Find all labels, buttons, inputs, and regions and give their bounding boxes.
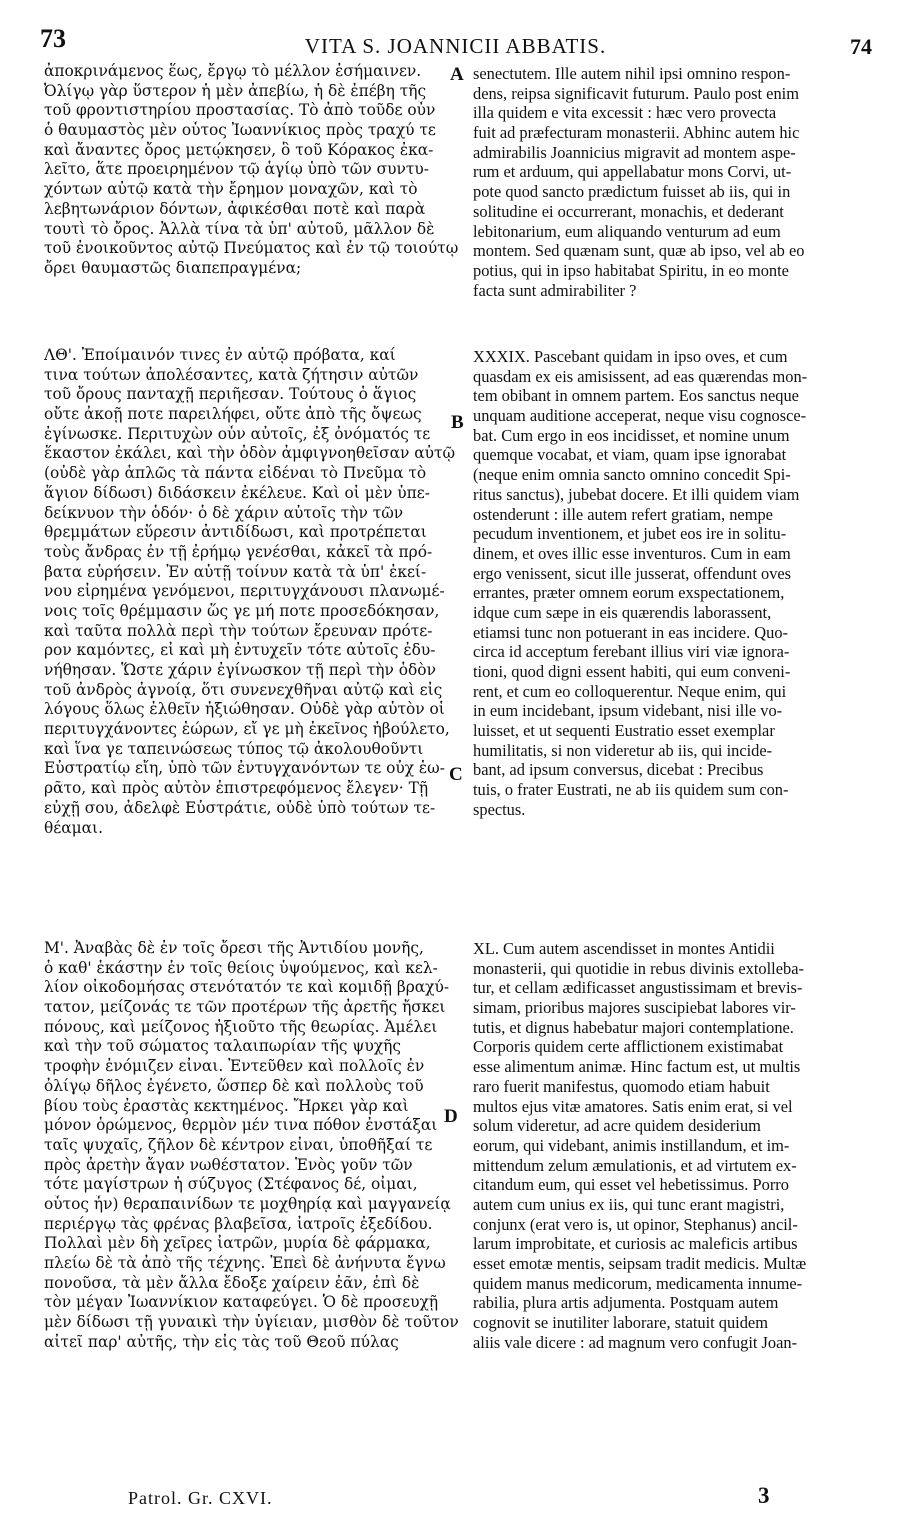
latin-paragraph-1: [473, 64, 879, 300]
text-line: ἐγίνωσκε. Περιτυχὼν οὖν αὐτοῖς, ἐξ ὀνόματός τε: [44, 424, 431, 443]
text-line: tioni, quod digni essent habiti, qui eum conveni-: [473, 662, 791, 681]
text-line: luisset, et ut sequenti Eustratio esset exemplar: [473, 721, 775, 741]
text-line: lebitonarium, eum aliquando venturum ad eum: [473, 221, 781, 241]
text-line: εὐχῇ σου, ἀδελφὲ Εὐστράτιε, οὐδὲ ὑπὸ τούτων τε-: [44, 798, 436, 817]
text-line: esset emotæ mentis, seipsam tradit medicis. Multæ: [473, 1254, 807, 1273]
text-line: esse alimentum animæ. Hinc factum est, ut multis: [473, 1057, 801, 1077]
latin-paragraph-3: [473, 939, 879, 1352]
text-line: περιτυγχάνοντες ἑώρων, εἴ γε μὴ ἐκεῖνος ἠβούλετο,: [44, 720, 450, 739]
text-line: fuit ad præfecturam monasterii. Abhinc autem hic: [473, 123, 800, 143]
text-line: eorum, qui videbant, animis instillandum, et im-: [473, 1135, 790, 1155]
text-line: θρεμμάτων εὕρεσιν ἀντιδίδωσι, καὶ προτρέπεται: [44, 523, 427, 542]
text-line: citandum eum, qui esset vel hebetissimus. Porro: [473, 1175, 789, 1195]
running-title: VITA S. JOANNICII ABBATIS.: [304, 34, 607, 58]
text-line: τὸν μέγαν Ἰωαννίκιον καταφεύγει. Ὁ δὲ προσευχῇ: [44, 1293, 439, 1312]
text-line: λεβητωνάριον δόντων, ἀφικέσθαι ποτὲ καὶ παρὰ: [44, 199, 426, 218]
text-line: ὄρει θαυμαστῶς διαπεπραγμένα;: [44, 258, 302, 277]
text-line: errantes, præter omnem eorum exspectationem,: [473, 583, 785, 603]
text-line: humilitatis, si non videretur ab iis, qui incide-: [473, 740, 773, 760]
text-line: solitudine ei occurrerant, monachis, et dederant: [473, 201, 784, 221]
text-line: βίου τοὺς ἐραστὰς κεκτημένος. Ἤρκει γὰρ καὶ: [44, 1096, 409, 1115]
text-line: τινα τούτων ἀπολέσαντες, κατὰ ζήτησιν αὐτῶν: [44, 365, 419, 384]
text-line: etiamsi tunc non potuerant in eas incidere. Quo-: [473, 622, 788, 642]
text-line: τοῦ ἀνδρὸς ἀγνοίᾳ, ὅτι συνενεχθῆναι αὐτῷ καὶ εἰς: [44, 680, 443, 699]
text-line: unquam auditione acceperat, neque visu cognosce-: [473, 406, 807, 426]
text-line: καὶ ταῦτα πολλὰ περὶ τὴν τούτων ἔρευναν πρότε-: [44, 621, 433, 640]
text-line: λεῖτο, ἅτε προειρημένον τῷ ἁγίῳ ὑπὸ τῶν συντυ-: [44, 160, 429, 179]
text-line: τοῦ φροντιστηρίου προστασίας. Τὸ ἀπὸ τοῦδε οὖν: [44, 101, 436, 120]
column-marker-b: B: [451, 412, 464, 433]
text-line: simam, prioribus majores suscipiebat labores vir-: [473, 998, 796, 1018]
footer-series: Patrol. Gr. CXVI.: [128, 1488, 273, 1508]
column-marker-c: C: [449, 764, 463, 785]
text-line: λίον οἰκοδομήσας στενότατόν τε καὶ κομιδῇ βραχύ-: [44, 978, 450, 997]
text-line: monasterii, qui quotidie in rebus divinis extolleba-: [473, 958, 804, 978]
text-line: καὶ ἄναντες ὄρος μετῴκησεν, ὃ τοῦ Κόρακος ἐκα-: [44, 140, 434, 159]
text-line: πόνους, καὶ μείζονος ἠξιοῦτο τῆς θεωρίας. Ἀμέλει: [44, 1017, 438, 1036]
text-line: pote quod sancto prædictum fuisset ab iis, qui in: [473, 182, 791, 202]
text-line: montem. Sed quænam sunt, quæ ab ipso, vel ab eo: [473, 241, 805, 261]
text-line: (neque enim omnia sancto omnino concedit Spi-: [473, 465, 791, 485]
text-line: bat. Cum ergo in eos incidisset, et nomine unum: [473, 425, 790, 445]
text-line: rabilia, plura artis adjumenta. Postquam autem: [473, 1293, 779, 1313]
text-line: πρὸς ἀρετὴν ἄγαν νωθέστατον. Ἑνὸς γοῦν τῶν: [44, 1155, 413, 1174]
text-line: τατον, μείζονάς τε τῶν προτέρων τῆς ἀρετῆς ἤσκει: [44, 998, 446, 1017]
text-line: larum improbitate, et curiosis ac maleficis artibus: [473, 1234, 798, 1254]
text-line: Μ'. Ἀναβὰς δὲ ἐν τοῖς ὄρεσι τῆς Ἀντιδίου μονῆς,: [44, 939, 424, 957]
page-number-right: 74: [850, 34, 872, 59]
text-line: (οὐδὲ γὰρ ἁπλῶς τὰ πάντα εἰδέναι τὸ Πνεῦμα τὸ: [44, 464, 427, 483]
text-line: tutis, et dignus habebatur majori contemplatione.: [473, 1017, 794, 1037]
text-line: ἕκαστον ἐκάλει, καὶ τὴν ὁδὸν ἀμφιγνοηθεῖσαν αὐτῷ: [44, 444, 456, 463]
text-line: ΛΘ'. Ἐποίμαινόν τινες ἐν αὐτῷ πρόβατα, καί: [44, 346, 396, 364]
text-line: bant, ad ipsum conversus, dicebat : Precibus: [473, 760, 764, 780]
text-line: ὁ θαυμαστὸς μὲν οὗτος Ἰωαννίκιος πρὸς τραχύ τε: [44, 121, 436, 140]
signature-mark: 3: [758, 1483, 770, 1508]
text-line: solum videretur, ad acre quidem desiderium: [473, 1116, 761, 1136]
text-line: μὲν δίδωσι τῇ γυναικὶ τὴν ὑγίειαν, μισθὸν δὲ τοῦτον: [44, 1313, 459, 1332]
text-line: quidem manus medicorum, medicamenta innume-: [473, 1273, 803, 1293]
greek-paragraph-1: [44, 62, 464, 279]
text-line: τότε μαγίστρων ἡ σύζυγος (Στέφανος δέ, οἶμαι,: [44, 1175, 418, 1194]
text-line: πλείω δὲ τὰ ἀπὸ τῆς τέχνης. Ἐπεὶ δὲ ἀνήνυτα ἔγνω: [44, 1254, 446, 1272]
text-line: circa id acceptum ferebant illius viri viæ ignora-: [473, 642, 790, 662]
text-line: καὶ τὴν τοῦ σώματος ταλαιπωρίαν τῆς ψυχῆς: [44, 1037, 402, 1056]
text-line: ρον καμόντες, εἰ καὶ μὴ ἐντυχεῖν τότε αὐτοῖς ἐδυ-: [44, 641, 436, 660]
text-line: ρᾶτο, καὶ πρὸς αὐτὸν ἐπιστρεφόμενος ἔλεγεν· Τῇ: [44, 779, 429, 798]
text-line: δείκνυον τὴν ὁδόν· ὁ δὲ χάριν αὐτοῖς τὴν τῶν: [44, 503, 404, 522]
text-line: ὁ καθ' ἑκάστην ἐν τοῖς θείοις ὑψούμενος, καὶ κελ-: [44, 958, 438, 977]
text-line: ritus sanctus), jubebat docere. Et illi quidem viam: [473, 484, 800, 504]
text-line: μόνον ὁρώμενος, θερμὸν μέν τινα πόθον ἐνστάξαι: [44, 1116, 438, 1135]
text-line: αἰτεῖ παρ' αὐτῆς, τὴν εἰς τὰς τοῦ Θεοῦ πύλας: [44, 1332, 399, 1351]
text-line: rent, et cum eo colloquerentur. Neque enim, qui: [473, 681, 787, 701]
latin-paragraph-2: [473, 347, 879, 820]
text-line: τοὺς ἄνδρας ἐν τῇ ἐρήμῳ γενέσθαι, κἀκεῖ τὰ πρό-: [44, 542, 433, 561]
text-line: θέαμαι.: [44, 818, 103, 837]
text-line: cognovit se inutiliter laborare, statuit quidem: [473, 1313, 768, 1333]
text-line: τουτὶ τὸ ὄρος. Ἀλλὰ τίνα τὰ ὑπ' αὐτοῦ, μᾶλλον δὲ: [44, 219, 435, 238]
greek-paragraph-2: [44, 346, 464, 838]
text-line: περιέργῳ τὰς φρένας βλαβεῖσα, ἰατροῖς ἐξεδίδου.: [44, 1214, 433, 1233]
text-line: Corporis quidem certe afflictionem existimabat: [473, 1037, 784, 1057]
text-line: βατα εὑρήσειν. Ἐν αὐτῇ τοίνυν κατὰ τὰ ὑπ' ἐκεί-: [44, 562, 427, 581]
text-line: idque cum sæpe in eis quærendis laborassent,: [473, 602, 772, 622]
text-line: ὀλίγῳ δῆλος ἐγένετο, ὥσπερ δὲ καὶ πολλοὺς τοῦ: [44, 1076, 424, 1095]
text-line: in eum incidebant, ipsum videbant, nisi ille vo-: [473, 701, 783, 721]
text-line: πονοῦσα, τὰ μὲν ἄλλα ἔδοξε χαίρειν ἐᾶν, ἐπὶ δὲ: [44, 1273, 420, 1292]
page-number-left: 73: [40, 24, 66, 53]
text-line: νοις τοῖς θρέμμασιν ὥς γε μή ποτε προσεδόκησαν,: [44, 601, 440, 620]
text-line: rum et arduum, qui appellabatur mons Corvi, ut-: [473, 162, 792, 182]
text-line: tem obibant in omnem partem. Eos sanctus neque: [473, 386, 799, 406]
text-line: ἅγιον δίδωσι) διδάσκειν ἐκέλευε. Καὶ οἱ μὲν ὑπε-: [44, 483, 430, 502]
text-line: potius, qui in ipso habitabat Spiritu, in eo monte: [473, 260, 789, 280]
text-line: τοῦ ἐνοικοῦντος αὐτῷ Πνεύματος καὶ ἐν τῷ τοιούτῳ: [44, 239, 459, 258]
text-line: Εὐστρατίῳ εἴη, ὑπὸ τῶν ἐντυγχανόντων τε οὐχ ἑω-: [44, 759, 445, 778]
text-line: XXXIX. Pascebant quidam in ipso oves, et cum: [473, 347, 788, 366]
column-marker-d: D: [444, 1106, 458, 1127]
text-line: λόγους ὅλως ἐλθεῖν ἠξιώθησαν. Οὐδὲ γὰρ αὐτὸν οἱ: [44, 700, 445, 719]
text-line: dens, reipsa significavit futurum. Paulo post enim: [473, 83, 799, 103]
text-line: τροφὴν ἐνόμιζεν εἶναι. Ἐντεῦθεν καὶ πολλοῖς ἐν: [44, 1057, 425, 1076]
text-line: raro fuerit manifestus, quomodo etiam habuit: [473, 1076, 770, 1096]
text-line: conjunx (erat vero is, ut opinor, Stephanus) ancil-: [473, 1214, 798, 1234]
text-line: νήθησαν. Ὥστε χάριν ἐγίνωσκον τῇ περὶ τὴν ὁδὸν: [44, 661, 436, 679]
text-line: aliis vale dicere : ad magnum vero confugit Joan-: [473, 1332, 798, 1352]
text-line: illa quidem e vita excessit : hæc vero provecta: [473, 103, 777, 123]
text-line: ergo venissent, sicut ille jusserat, offendunt oves: [473, 563, 792, 583]
text-line: quemque vocabat, et viam, quam ipse ignorabat: [473, 445, 787, 465]
text-line: οὗτος ἦν) θεραπαινίδων τε μοχθηρίᾳ καὶ μαγγανείᾳ: [44, 1194, 451, 1213]
text-line: Πολλαὶ μὲν δὴ χεῖρες ἰατρῶν, μυρία δὲ φάρμακα,: [44, 1234, 431, 1253]
text-line: dinem, et oves illic esse inventuros. Cum in eam: [473, 543, 791, 563]
text-line: tuis, o frater Eustrati, ne ab iis quidem sum con-: [473, 780, 789, 800]
text-line: καὶ ἵνα γε ταπεινώσεως τύπος τῷ ἀκολουθοῦντι: [44, 739, 424, 758]
text-line: ταῖς ψυχαῖς, ζῆλον δὲ κέντρον εἶναι, ὑποθῆξαί τε: [44, 1135, 433, 1154]
text-line: facta sunt admirabiliter ?: [473, 280, 637, 300]
text-line: autem cum unius ex iis, qui tunc erant magistri,: [473, 1194, 785, 1214]
text-line: ἀποκρινάμενος ἕως, ἔργῳ τὸ μέλλον ἐσήμαινεν.: [44, 62, 422, 80]
text-line: τοῦ ὄρους πανταχῇ περιῆεσαν. Τούτους ὁ ἅγιος: [44, 385, 417, 404]
text-line: tur, et cellam ædificasset angustissimam et brevis-: [473, 978, 803, 998]
text-line: ostenderunt : ille autem refert gratiam, nempe: [473, 504, 773, 524]
text-line: spectus.: [473, 799, 526, 819]
text-line: νου εἰρημένα γενόμενοι, περιτυγχάνουσι πλανωμέ-: [44, 582, 445, 601]
column-marker-a: A: [450, 64, 464, 85]
greek-paragraph-3: [44, 939, 464, 1352]
text-line: senectutem. Ille autem nihil ipsi omnino respon-: [473, 64, 791, 83]
text-line: multos ejus vitæ amatores. Satis enim erat, si vel: [473, 1096, 793, 1116]
text-line: admirabilis Joannicius migravit ad montem aspe-: [473, 142, 796, 162]
text-line: XL. Cum autem ascendisset in montes Antidii: [473, 939, 775, 958]
text-line: pecudum inventionem, et jubet eos ire in solitu-: [473, 524, 787, 544]
text-line: χόντων αὐτῷ κατὰ τὴν ἔρημον μοναχῶν, καὶ τὸ: [44, 180, 418, 199]
text-line: Ὀλίγῳ γὰρ ὕστερον ἡ μὲν ἀπεβίω, ἡ δὲ ἐπέβη τῆς: [44, 81, 427, 100]
text-line: mittendum zelum æmulationis, et ad virtutem ex-: [473, 1155, 797, 1175]
text-line: quasdam ex eis amisissent, ad eas quærendas mon-: [473, 366, 808, 386]
text-line: οὔτε ἀκοῇ ποτε παρειλήφει, οὔτε ἀπὸ τῆς ὄψεως: [44, 405, 422, 424]
